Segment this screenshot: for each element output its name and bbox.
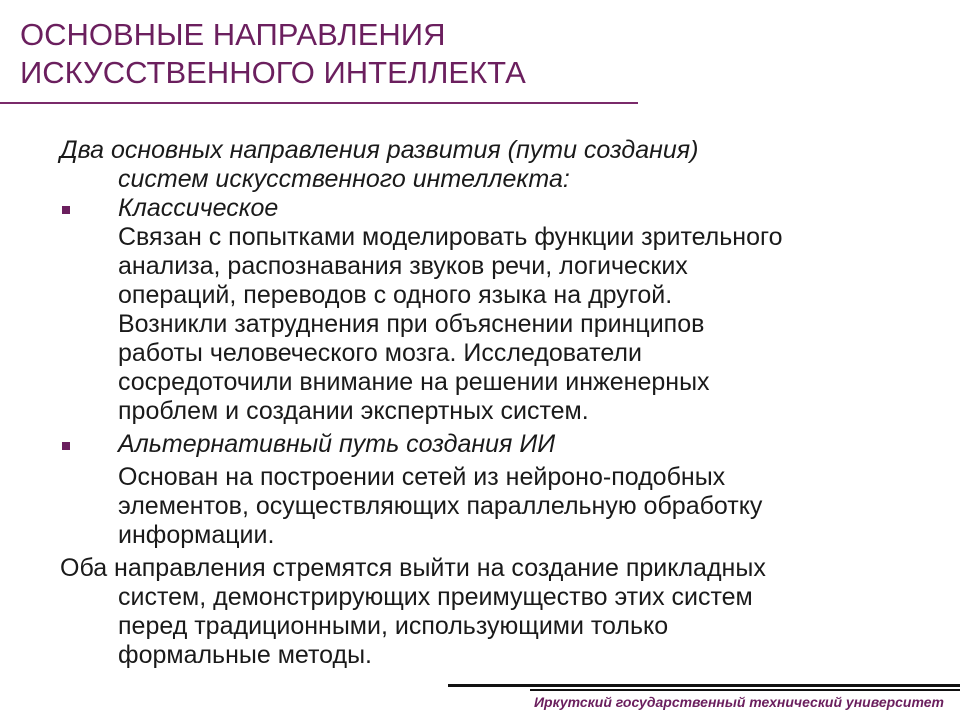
title-divider (0, 102, 638, 104)
slide-body (60, 136, 920, 670)
bullet-item-classic (60, 194, 920, 223)
classic-line-3: операций, переводов с одного языка на другой. (118, 281, 673, 309)
footer-university-name: Иркутский государственный технический университет (533, 694, 944, 710)
conclusion-line-3: перед традиционными, использующими только (118, 612, 669, 640)
classic-description (60, 223, 920, 426)
title-line-1: ОСНОВНЫЕ НАПРАВЛЕНИЯ (20, 17, 446, 52)
square-bullet-icon (62, 442, 70, 450)
intro-line-1: Два основных направления развития (пути создания) (60, 136, 699, 164)
square-bullet-icon (62, 206, 70, 214)
classic-line-1: Связан с попытками моделировать функции зрительного (118, 223, 783, 251)
conclusion-line-4: формальные методы. (118, 641, 372, 669)
slide-title (20, 16, 640, 92)
classic-line-2: анализа, распознавания звуков речи, логических (118, 252, 688, 280)
alternative-line-1: Основан на построении сетей из нейроно-подобных (118, 463, 726, 491)
bullet-heading-alternative: Альтернативный путь создания ИИ (118, 430, 556, 458)
footer-divider-top (448, 684, 960, 687)
classic-line-5: работы человеческого мозга. Исследователи (118, 339, 642, 367)
classic-line-6: сосредоточили внимание на решении инженерных (118, 368, 710, 396)
classic-line-7: проблем и создании экспертных систем. (118, 397, 589, 425)
conclusion-line-1: Оба направления стремятся выйти на создание прикладных (60, 554, 766, 582)
intro-line-2: систем искусственного интеллекта: (118, 165, 570, 193)
classic-line-4: Возникли затруднения при объяснении принципов (118, 310, 705, 338)
alternative-line-2: элементов, осуществляющих параллельную обработку (118, 492, 763, 520)
title-line-2: ИСКУССТВЕННОГО ИНТЕЛЛЕКТА (20, 55, 526, 90)
bullet-item-alternative (60, 430, 920, 459)
intro-paragraph (60, 136, 920, 194)
bullet-heading-classic: Классическое (118, 194, 279, 222)
alternative-description (60, 463, 920, 550)
conclusion-paragraph (60, 554, 920, 670)
footer-divider-bottom (530, 689, 960, 691)
alternative-line-3: информации. (118, 521, 275, 549)
conclusion-line-2: систем, демонстрирующих преимущество этих систем (118, 583, 753, 611)
